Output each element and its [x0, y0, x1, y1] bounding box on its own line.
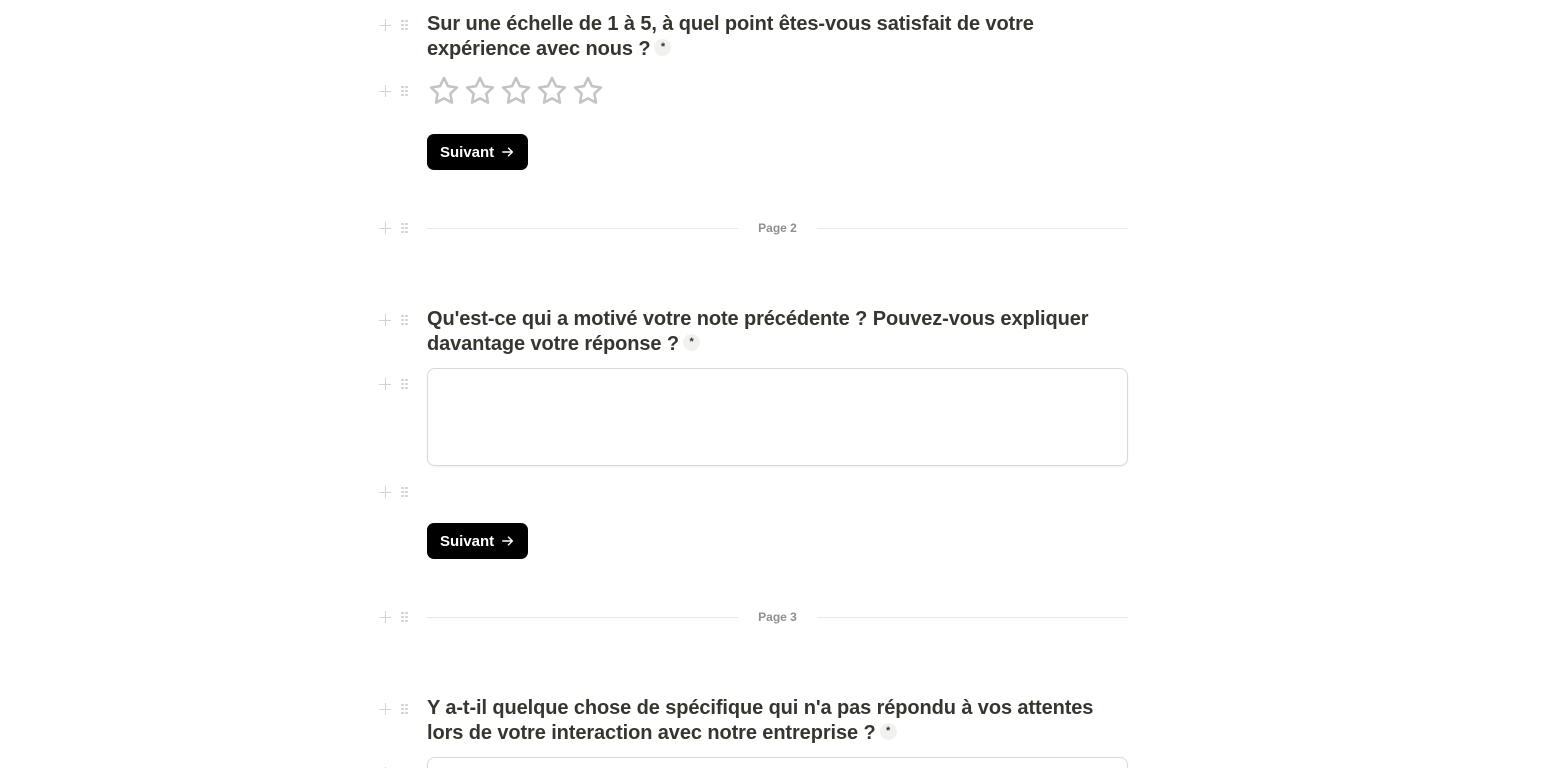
- plus-icon[interactable]: [379, 85, 391, 97]
- divider-line: [427, 228, 738, 229]
- plus-icon[interactable]: [379, 703, 391, 715]
- block-handles: [379, 310, 408, 330]
- drag-handle-icon[interactable]: [401, 487, 408, 498]
- drag-handle-icon[interactable]: [401, 704, 408, 715]
- star-icon[interactable]: [427, 74, 461, 108]
- arrow-right-icon: [501, 145, 515, 159]
- page-label: Page 3: [758, 610, 797, 624]
- block-handles: [379, 482, 408, 502]
- plus-icon[interactable]: [379, 19, 391, 31]
- star-icon[interactable]: [535, 74, 569, 108]
- star-icon[interactable]: [499, 74, 533, 108]
- next-button[interactable]: Suivant: [427, 523, 528, 559]
- plus-icon[interactable]: [379, 314, 391, 326]
- block-handles: [379, 218, 408, 238]
- divider-line: [817, 617, 1128, 618]
- star-rating: [427, 74, 1128, 108]
- divider-line: [817, 228, 1128, 229]
- block-handles: [379, 699, 408, 719]
- plus-icon[interactable]: [379, 378, 391, 390]
- block-handles: [379, 81, 408, 101]
- question-title: Qu'est-ce qui a motivé votre note précédente ? Pouvez-vous expliquer davantage votre réponse ? *: [427, 308, 1089, 355]
- drag-handle-icon[interactable]: [401, 20, 408, 31]
- block-handles: [379, 763, 408, 768]
- page-label: Page 2: [758, 221, 797, 235]
- question-title: Sur une échelle de 1 à 5, à quel point êtes-vous satisfait de votre expérience avec nous ? *: [427, 13, 1034, 60]
- block-handles: [379, 15, 408, 35]
- plus-icon[interactable]: [379, 222, 391, 234]
- answer-textarea[interactable]: [427, 368, 1128, 466]
- question-block-2: [427, 307, 1128, 357]
- rating-block: [427, 74, 1128, 108]
- required-badge: *: [654, 39, 671, 56]
- question-block-3: [427, 696, 1128, 746]
- answer-block-3: [427, 757, 1128, 768]
- star-icon[interactable]: [571, 74, 605, 108]
- next-button[interactable]: Suivant: [427, 134, 528, 170]
- answer-textarea[interactable]: [427, 757, 1128, 768]
- next-button-block-1: [427, 134, 1128, 170]
- divider-line: [427, 617, 738, 618]
- question-title: Y a-t-il quelque chose de spécifique qui n'a pas répondu à vos attentes lors de votre interaction avec notre entreprise ? *: [427, 697, 1094, 744]
- next-button-block-2: [427, 523, 1128, 559]
- required-badge: *: [683, 334, 700, 351]
- drag-handle-icon[interactable]: [401, 379, 408, 390]
- drag-handle-icon[interactable]: [401, 86, 408, 97]
- star-icon[interactable]: [463, 74, 497, 108]
- answer-block-2: [427, 368, 1128, 471]
- drag-handle-icon[interactable]: [401, 612, 408, 623]
- required-badge: *: [880, 723, 897, 740]
- question-block-1: [427, 12, 1128, 62]
- plus-icon[interactable]: [379, 486, 391, 498]
- drag-handle-icon[interactable]: [401, 223, 408, 234]
- drag-handle-icon[interactable]: [401, 315, 408, 326]
- empty-block: [427, 482, 1128, 502]
- page-break-2: [427, 218, 1128, 238]
- arrow-right-icon: [501, 534, 515, 548]
- page-break-3: [427, 607, 1128, 627]
- plus-icon[interactable]: [379, 611, 391, 623]
- block-handles: [379, 607, 408, 627]
- block-handles: [379, 374, 408, 394]
